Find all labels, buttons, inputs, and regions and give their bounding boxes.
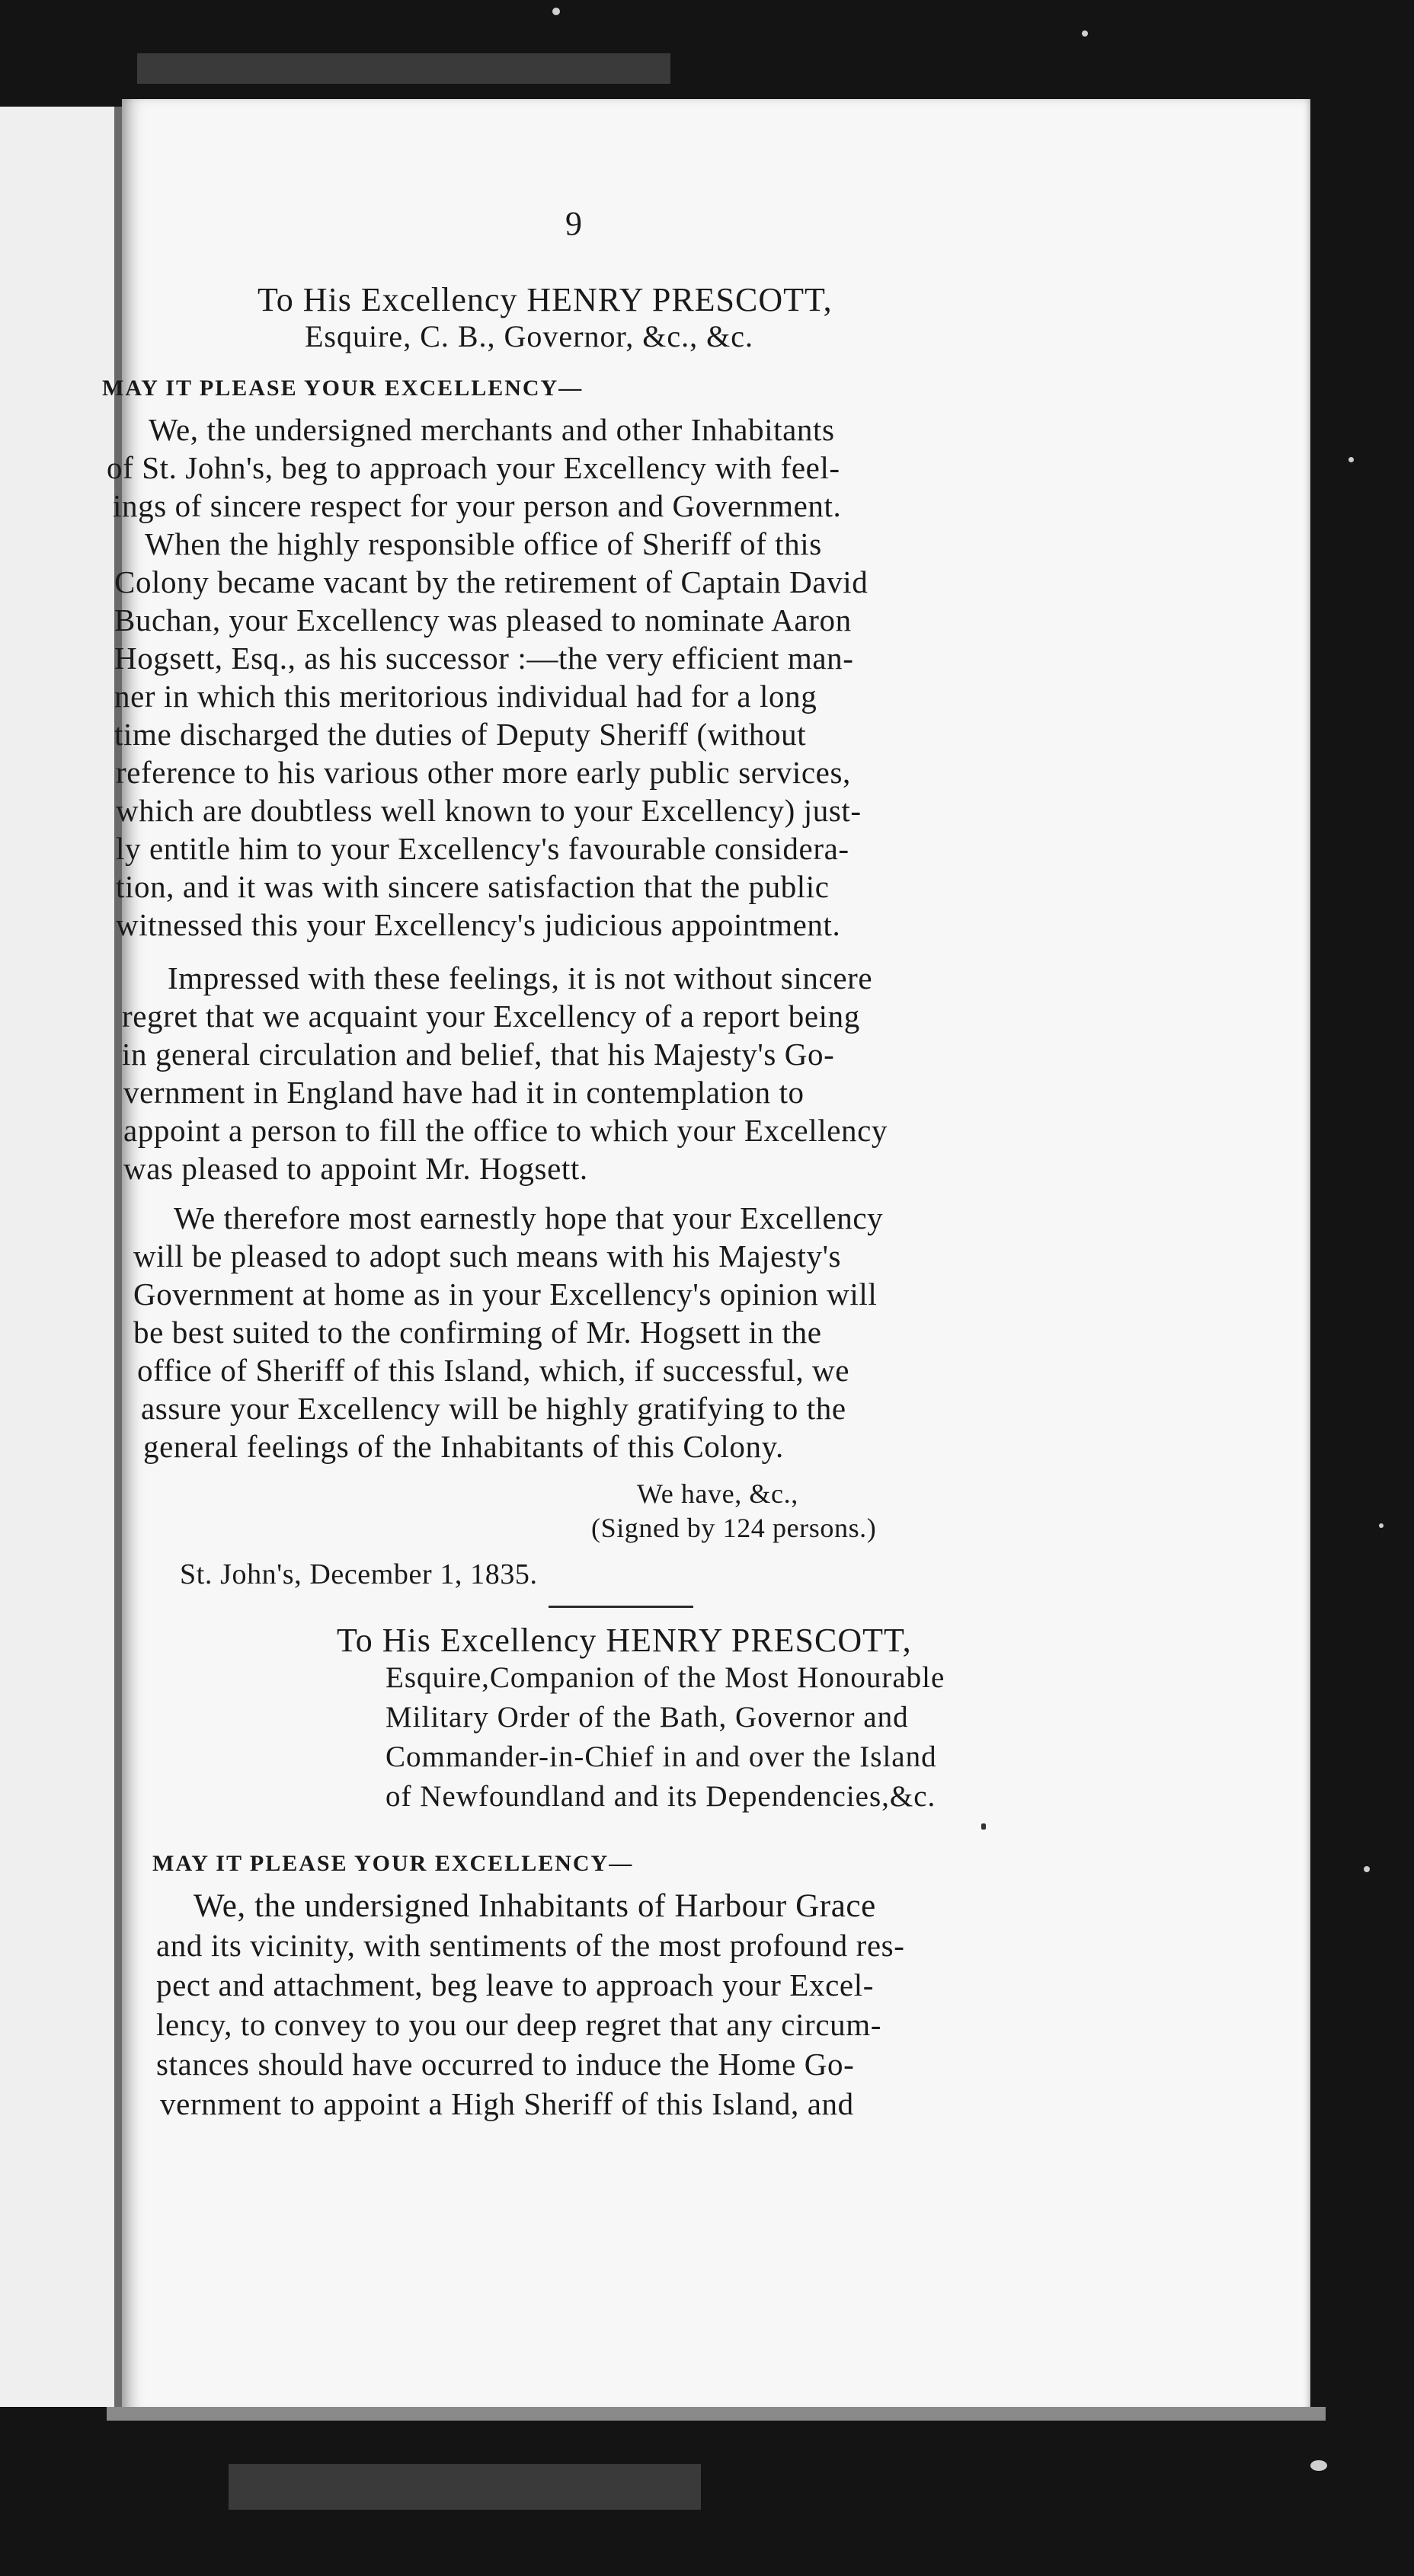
speck [1310, 2460, 1327, 2471]
body-line: which are doubtless well known to your Excellency) just- [116, 793, 862, 828]
speck [552, 8, 560, 15]
letter2-address-line-2: Esquire,Companion of the Most Honourable [385, 1661, 945, 1694]
body-line: ner in which this meritorious individual had for a long [114, 679, 817, 714]
body-line: of St. John's, beg to approach your Excellency with feel- [107, 450, 840, 485]
body-line: general feelings of the Inhabitants of this Colony. [143, 1429, 784, 1464]
body-line: Hogsett, Esq., as his successor :—the very efficient man- [114, 641, 854, 676]
section-divider [549, 1606, 693, 1608]
letter2-address-line-5: of Newfoundland and its Dependencies,&c. [385, 1780, 936, 1813]
body-line: be best suited to the confirming of Mr. Hogsett in the [133, 1315, 822, 1350]
letter1-salutation: MAY IT PLEASE YOUR EXCELLENCY— [102, 376, 584, 401]
letter1-closing: We have, &c., [637, 1478, 798, 1509]
body-line: ings of sincere respect for your person and Government. [113, 488, 842, 523]
body-line: We therefore most earnestly hope that your Excellency [174, 1200, 884, 1235]
letter1-place-date: St. John's, December 1, 1835. [180, 1558, 538, 1590]
body-line: lency, to convey to you our deep regret that any circum- [156, 2007, 881, 2042]
body-line: assure your Excellency will be highly gratifying to the [141, 1391, 846, 1426]
letter2-address-line-3: Military Order of the Bath, Governor and [385, 1701, 909, 1734]
body-line: ly entitle him to your Excellency's favourable considera- [116, 831, 849, 866]
body-line: Buchan, your Excellency was pleased to nominate Aaron [114, 602, 852, 638]
body-line: vernment in England have had it in contemplation to [123, 1075, 805, 1110]
body-line: was pleased to appoint Mr. Hogsett. [123, 1151, 588, 1186]
page-edge [107, 2407, 1326, 2421]
body-line: stances should have occurred to induce the Home Go- [156, 2047, 855, 2082]
letter1-signed: (Signed by 124 persons.) [591, 1513, 877, 1543]
body-line: We, the undersigned merchants and other Inhabitants [149, 412, 835, 447]
body-line: witnessed this your Excellency's judicious appointment. [116, 907, 841, 942]
letter2-address-line-1: To His Excellency HENRY PRESCOTT, [337, 1622, 912, 1659]
body-line: pect and attachment, beg leave to approach your Excel- [156, 1967, 874, 2002]
speck [1379, 1523, 1384, 1528]
body-line: in general circulation and belief, that his Majesty's Go- [122, 1037, 835, 1072]
page-number: 9 [565, 205, 582, 242]
ink-dot [981, 1823, 986, 1830]
body-line: tion, and it was with sincere satisfaction that the public [116, 869, 830, 904]
body-line: will be pleased to adopt such means with his Majesty's [133, 1238, 842, 1274]
facing-page [0, 107, 122, 2407]
speck [1348, 457, 1354, 462]
body-line: and its vicinity, with sentiments of the most profound res- [156, 1928, 905, 1963]
body-line: reference to his various other more early public services, [116, 755, 851, 790]
letter2-address-line-4: Commander-in-Chief in and over the Island [385, 1740, 937, 1773]
body-line: regret that we acquaint your Excellency of a report being [122, 999, 860, 1034]
body-line: Colony became vacant by the retirement of Captain David [114, 564, 869, 599]
letter1-address-line-2: Esquire, C. B., Governor, &c., &c. [305, 319, 753, 353]
letter1-address-line-1: To His Excellency HENRY PRESCOTT, [258, 281, 833, 318]
body-line: We, the undersigned Inhabitants of Harbour Grace [194, 1888, 876, 1924]
body-line: appoint a person to fill the office to which your Excellency [123, 1113, 888, 1148]
scan-strip-bottom [229, 2464, 701, 2510]
scan-strip-top [137, 53, 670, 84]
letter2-salutation: MAY IT PLEASE YOUR EXCELLENCY— [152, 1851, 634, 1876]
body-line: Government at home as in your Excellency's opinion will [133, 1277, 878, 1312]
body-line: When the highly responsible office of Sheriff of this [145, 526, 822, 561]
body-line: time discharged the duties of Deputy Sheriff (without [114, 717, 807, 752]
body-line: office of Sheriff of this Island, which, if successful, we [137, 1353, 850, 1388]
speck [1082, 30, 1088, 37]
body-line: vernment to appoint a High Sheriff of this Island, and [160, 2086, 854, 2121]
speck [1364, 1866, 1370, 1872]
body-line: Impressed with these feelings, it is not without sincere [168, 960, 873, 996]
